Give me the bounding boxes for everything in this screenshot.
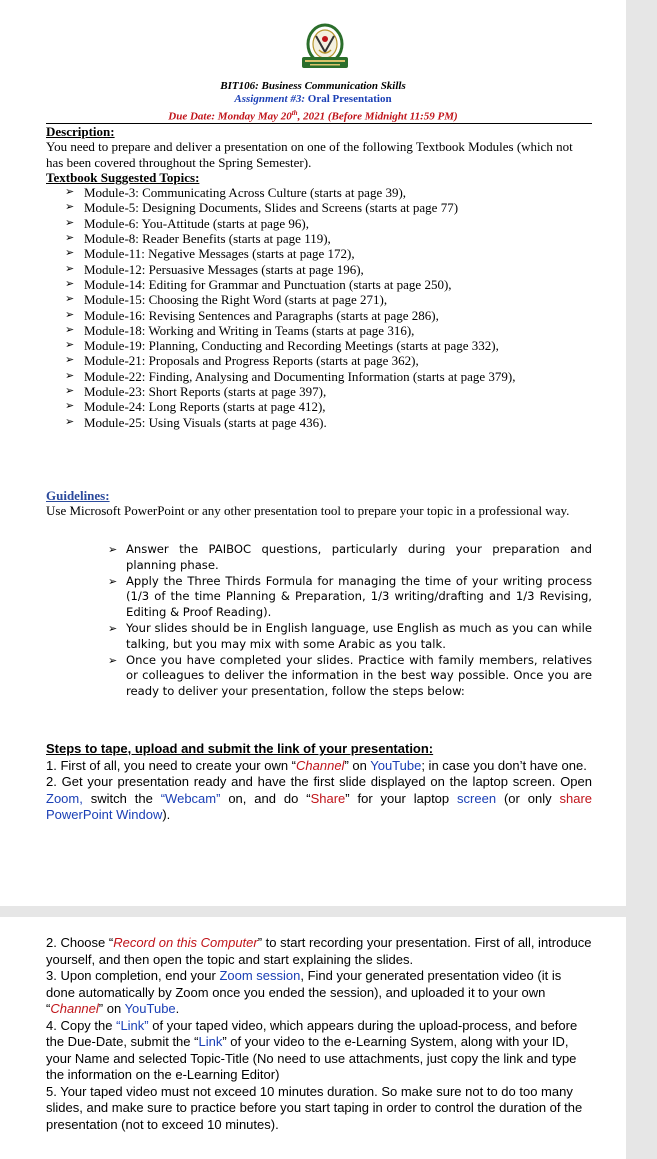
arrow-bullet-icon: ➢ (65, 201, 75, 214)
list-item (46, 574, 592, 621)
step-text: ; in case you don’t have one. (421, 757, 587, 773)
youtube-term: YouTube (124, 1001, 176, 1016)
topic-label: Module-16: Revising Sentences and Paragraphs (starts at page 286), (84, 307, 439, 323)
step-copy-link (46, 1018, 592, 1084)
list-item (46, 216, 592, 231)
arrow-bullet-icon: ➢ (65, 400, 75, 413)
arrow-bullet-icon: ➢ (65, 186, 75, 199)
topic-label: Module-18: Working and Writing in Teams (starts at page 316), (84, 322, 415, 338)
list-item (46, 262, 592, 277)
topics-heading: Textbook Suggested Topics: (46, 169, 200, 185)
step-text: (or only (496, 790, 560, 806)
assignment-prefix: Assignment #3: (234, 93, 308, 105)
steps-heading: Steps to tape, upload and submit the link of your presentation: (46, 741, 434, 756)
arrow-bullet-icon: ➢ (108, 653, 118, 667)
share-term: share (559, 790, 593, 806)
topic-label: Module-8: Reader Benefits (starts at page 119), (84, 231, 331, 247)
university-logo (296, 22, 354, 74)
guidelines-section (46, 488, 592, 519)
list-item (46, 415, 592, 430)
list-item (46, 338, 592, 353)
step-text: 3. Upon completion, end your (46, 968, 220, 983)
arrow-bullet-icon: ➢ (65, 415, 75, 428)
topic-label: Module-22: Finding, Analysing and Documenting Information (starts at page 379), (84, 368, 516, 384)
guidelines-intro: Use Microsoft PowerPoint or any other presentation tool to prepare your topic in a professional way. (46, 503, 570, 519)
step-text: . (175, 1001, 180, 1016)
step-text: on, and do “ (220, 790, 311, 806)
due-date-main: Due Date: Monday May 20 (168, 110, 292, 123)
list-item (46, 308, 592, 323)
arrow-bullet-icon: ➢ (65, 323, 75, 336)
guideline-text: Apply the Three Thirds Formula for managing the time of your writing process (1/3 of the time Planning & Preparation, 1/3 writing/drafting and 1/3 Revising, Editing & Proof Reading). (126, 573, 592, 620)
step-2 (46, 774, 592, 824)
link-term: Link (198, 1034, 223, 1049)
due-date-rest: , 2021 (Before Midnight 11:59 PM) (297, 110, 458, 123)
step-text: switch the (82, 790, 161, 806)
list-item (46, 292, 592, 307)
guideline-text: Once you have completed your slides. Practice with family members, relatives or colleagues to deliver the information in the best way possible. Once you are ready to deliver your presentation, follow the steps below: (126, 652, 592, 699)
list-item (46, 384, 592, 399)
channel-term: Channel (296, 757, 345, 773)
arrow-bullet-icon: ➢ (65, 339, 75, 352)
channel-term: Channel (50, 1001, 99, 1016)
arrow-bullet-icon: ➢ (65, 262, 75, 275)
topic-label: Module-11: Negative Messages (starts at page 172), (84, 246, 355, 262)
youtube-term: YouTube (370, 757, 422, 773)
list-item (46, 185, 592, 200)
topic-label: Module-24: Long Reports (starts at page 412), (84, 399, 326, 415)
step-text: ” for your laptop (345, 790, 458, 806)
arrow-bullet-icon: ➢ (108, 621, 118, 635)
course-title: BIT106: Business Communication Skills (220, 80, 406, 92)
step-choose-record (46, 935, 592, 968)
step-1 (46, 758, 592, 775)
step-text: 2. Get your presentation ready and have the first slide displayed on the laptop screen. Open (46, 774, 592, 789)
arrow-bullet-icon: ➢ (65, 277, 75, 290)
topic-label: Module-25: Using Visuals (starts at page 436). (84, 414, 327, 430)
topic-label: Module-5: Designing Documents, Slides and Screens (starts at page 77) (84, 200, 459, 216)
list-item (46, 200, 592, 215)
zoom-term: Zoom, (46, 790, 83, 806)
viewer-gutter (626, 0, 657, 1159)
arrow-bullet-icon: ➢ (65, 385, 75, 398)
list-item (46, 399, 592, 414)
topic-label: Module-12: Persuasive Messages (starts at page 196), (84, 261, 364, 277)
steps-section (46, 741, 592, 824)
list-item (46, 621, 592, 653)
step-duration: 5. Your taped video must not exceed 10 minutes duration. So make sure not to do too many slides, and make sure to practice before you start taping in order to control the duration of the presentation (not to exceed 10 minutes). (46, 1083, 583, 1132)
arrow-bullet-icon: ➢ (65, 216, 75, 229)
guidelines-list (46, 542, 592, 700)
guideline-text: Your slides should be in English language, use English as much as you can while talking, but you may mix with some Arabic as you talk. (126, 620, 592, 651)
screen-term: screen (457, 790, 497, 806)
topic-label: Module-21: Proposals and Progress Reports (starts at page 362), (84, 353, 419, 369)
step-text: ” on (98, 1001, 125, 1016)
powerpoint-window-term: PowerPoint Window (46, 807, 163, 822)
assignment-title: Oral Presentation (307, 93, 392, 105)
list-item (46, 542, 592, 574)
description-heading: Description: (46, 124, 115, 139)
topic-label: Module-6: You-Attitude (starts at page 96), (84, 215, 309, 231)
share-term: Share (310, 790, 346, 806)
steps-continued (46, 935, 592, 1133)
guideline-text: Answer the PAIBOC questions, particularly during your preparation and planning phase. (126, 542, 592, 572)
topic-label: Module-23: Short Reports (starts at page 397), (84, 384, 327, 400)
list-item (46, 246, 592, 261)
step-upload (46, 968, 592, 1018)
topic-label: Module-19: Planning, Conducting and Recording Meetings (starts at page 332), (84, 338, 499, 354)
topic-label: Module-15: Choosing the Right Word (starts at page 271), (84, 292, 388, 308)
assignment-line (0, 93, 626, 106)
step-text: ” of your video to the e-Learning System, along with your ID, your Name and selected Topic-Title (No need to use attachments, just copy the link and type the information on the e-Learning Editor) (46, 1034, 577, 1082)
step-text: ” to start recording your presentation. First of all, introduce yourself, and then open the topic and start explaining the slides. (46, 935, 592, 967)
arrow-bullet-icon: ➢ (65, 369, 75, 382)
record-term: Record on this Computer (113, 935, 258, 950)
arrow-bullet-icon: ➢ (65, 232, 75, 245)
guidelines-list-block (46, 542, 592, 700)
list-item (46, 369, 592, 384)
list-item (46, 353, 592, 368)
step-text: of your taped video, which appears during the upload-process, and before the Due-Date, submit the “ (46, 1017, 578, 1049)
arrow-bullet-icon: ➢ (65, 293, 75, 306)
step-text: , Find your generated presentation video (it is done automatically by Zoom once you ended the session), and uploaded it to your own “ (46, 968, 562, 1016)
guidelines-heading: Guidelines: (46, 488, 110, 503)
zoom-term: Zoom session (219, 968, 301, 983)
arrow-bullet-icon: ➢ (65, 308, 75, 321)
topics-list (46, 185, 592, 430)
document-page-2 (0, 917, 626, 1159)
list-item (46, 231, 592, 246)
description-section (46, 124, 592, 430)
topic-label: Module-3: Communicating Across Culture (starts at page 39), (84, 185, 407, 201)
step-text: 4. Copy the (46, 1017, 117, 1033)
arrow-bullet-icon: ➢ (108, 543, 118, 556)
step-text: ” on (344, 757, 371, 773)
arrow-bullet-icon: ➢ (65, 354, 75, 367)
arrow-bullet-icon: ➢ (108, 574, 118, 588)
due-date-sup: th (291, 109, 298, 117)
link-term: “Link” (116, 1017, 149, 1033)
step-text: 1. First of all, you need to create your own “ (46, 757, 297, 773)
description-text: You need to prepare and deliver a presentation on one of the following Textbook Modules (which not has been covered throughout the Spring Semester). (46, 139, 573, 170)
step-text: 2. Choose “ (46, 935, 114, 950)
due-date (0, 107, 626, 124)
arrow-bullet-icon: ➢ (65, 247, 75, 260)
topic-label: Module-14: Editing for Grammar and Punctuation (starts at page 250), (84, 276, 452, 292)
step-text: ). (162, 807, 171, 822)
list-item (46, 323, 592, 338)
list-item (46, 653, 592, 700)
list-item (46, 277, 592, 292)
webcam-term: “Webcam” (160, 790, 221, 806)
